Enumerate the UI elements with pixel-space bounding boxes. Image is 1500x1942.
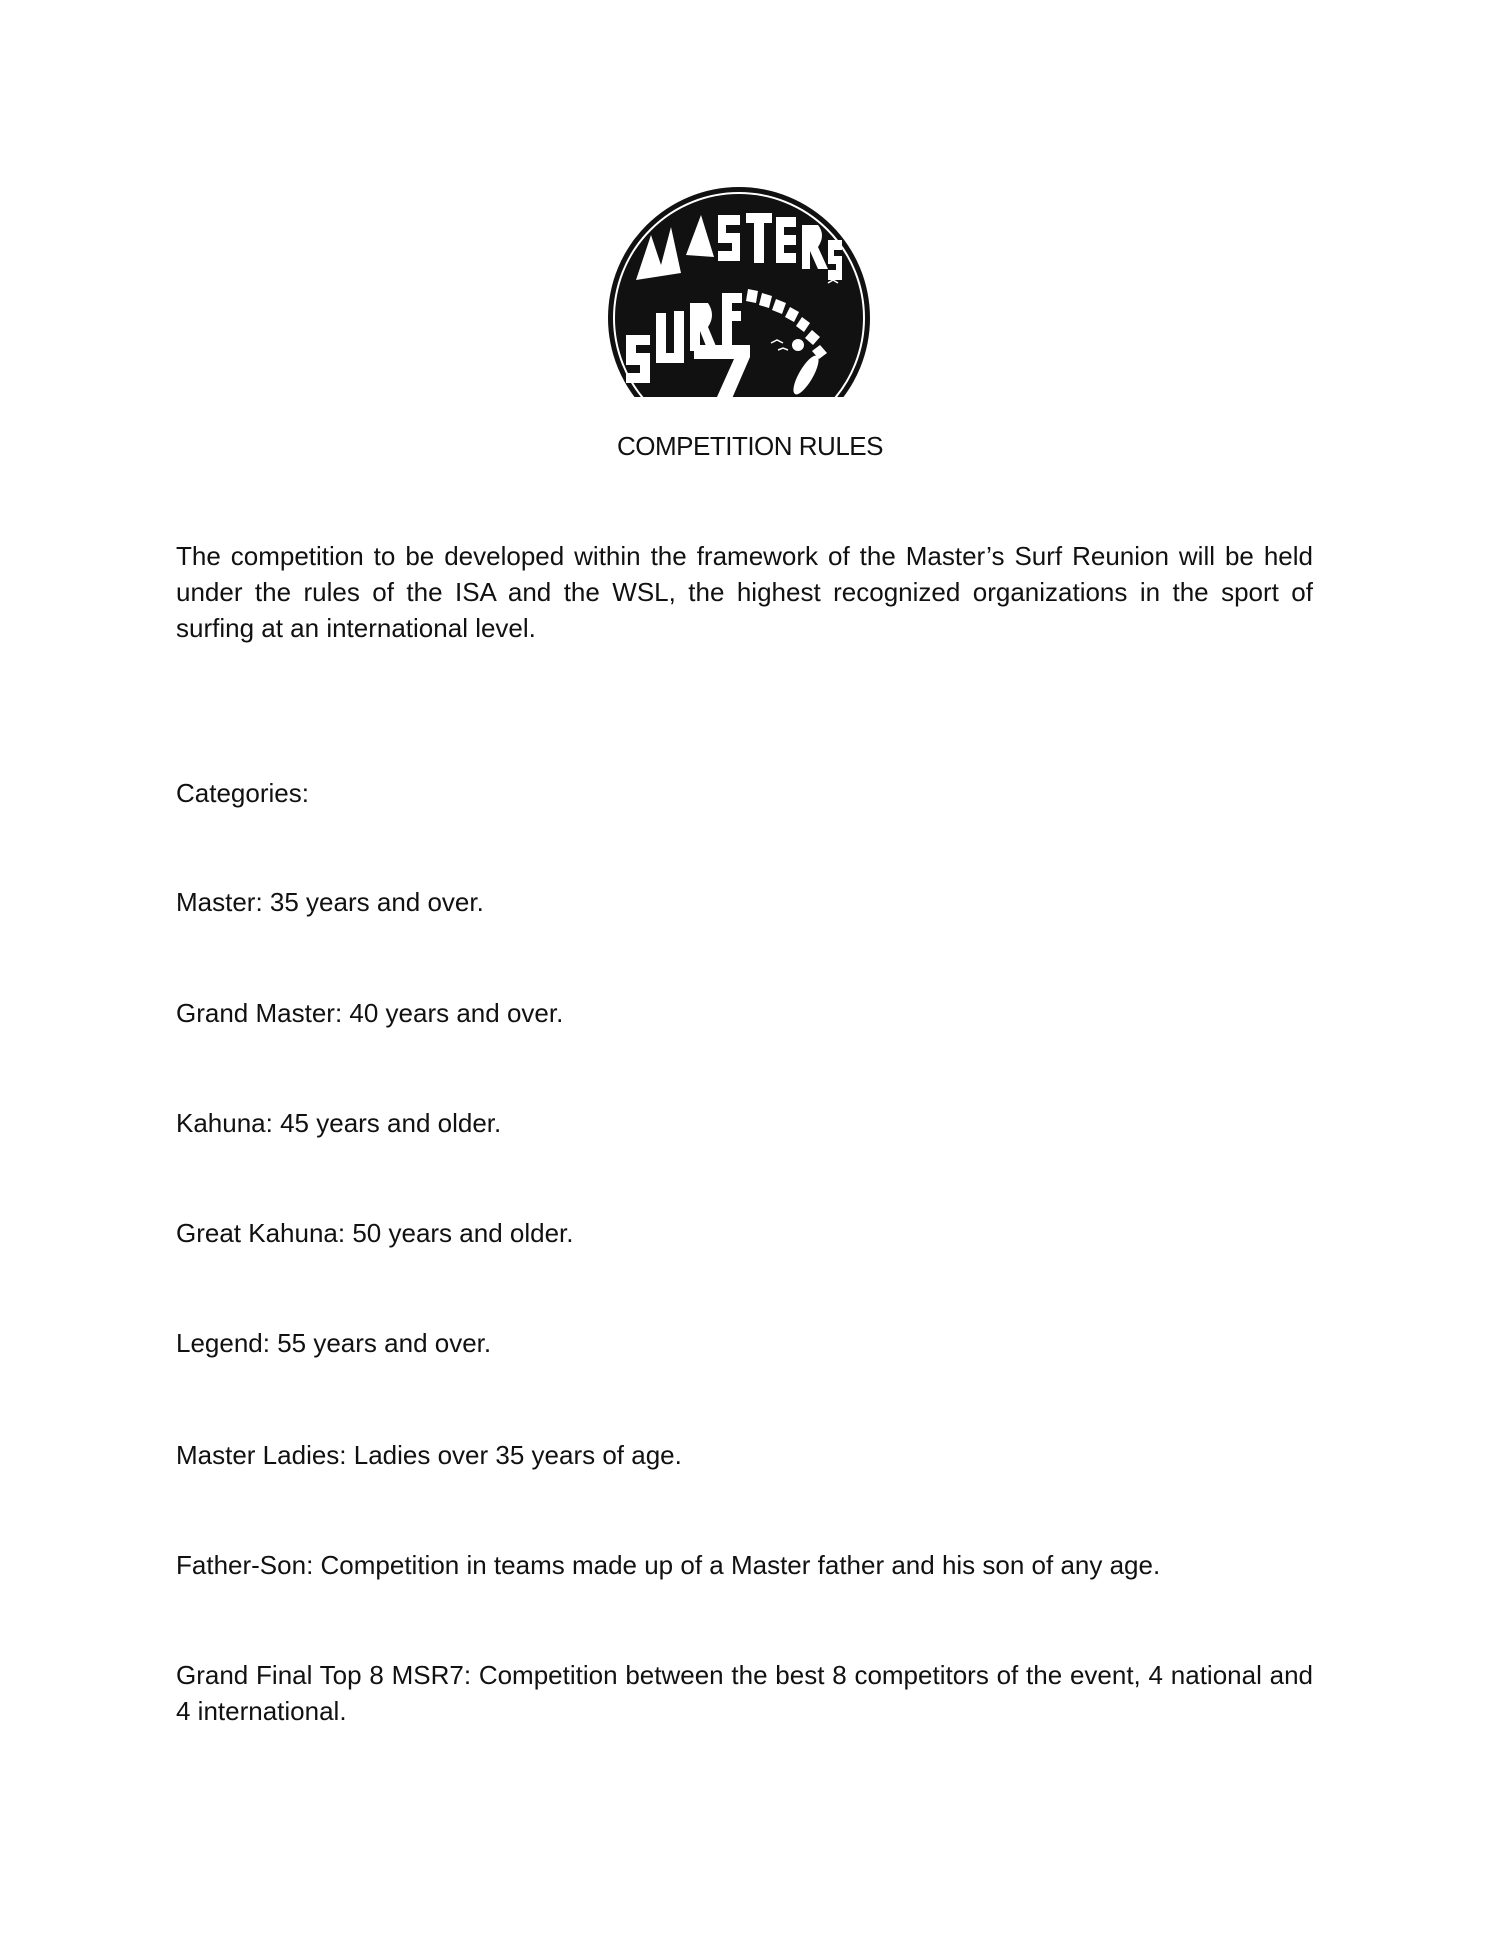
category-master: Master: 35 years and over.	[176, 887, 484, 917]
masters-surf-reunion-logo	[606, 185, 872, 399]
category-master-ladies: Master Ladies: Ladies over 35 years of age.	[176, 1440, 682, 1470]
category-grand-master: Grand Master: 40 years and over.	[176, 998, 564, 1028]
category-legend: Legend: 55 years and over.	[176, 1328, 492, 1358]
category-kahuna: Kahuna: 45 years and older.	[176, 1108, 502, 1138]
category-father-son: Father-Son: Competition in teams made up of a Master father and his son of any age.	[176, 1550, 1161, 1580]
intro-paragraph: The competition to be developed within the framework of the Master’s Surf Reunion will be held under the rules of the ISA and the WSL, the highest recognized organizations in the sport of surfing at an international level.	[176, 541, 1313, 643]
categories-heading: Categories:	[176, 778, 309, 808]
category-grand-final: Grand Final Top 8 MSR7: Competition between the best 8 competitors of the event, 4 national and 4 international.	[176, 1660, 1313, 1726]
category-great-kahuna: Great Kahuna: 50 years and older.	[176, 1218, 574, 1248]
page-title: COMPETITION RULES	[617, 431, 883, 461]
